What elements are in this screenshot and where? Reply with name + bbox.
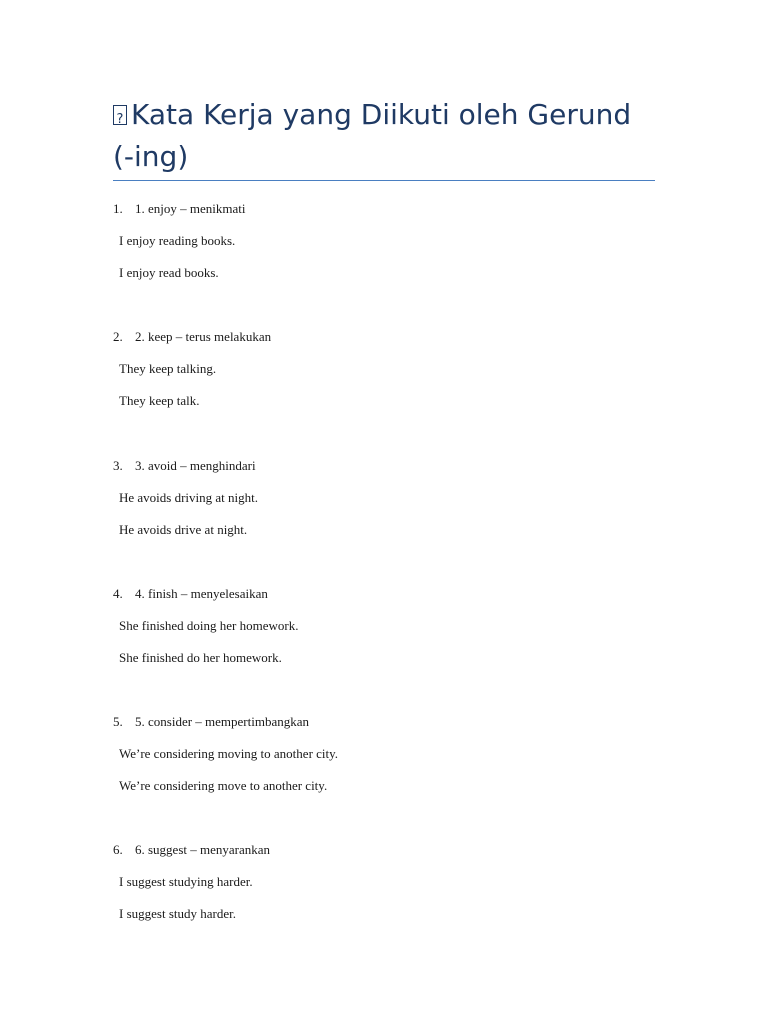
entry-term [113,327,271,347]
list-marker: 4. [113,585,123,601]
example-incorrect: I enjoy read books. [119,265,219,280]
heading-text: Kata Kerja yang Diikuti oleh Gerund (-ing) [113,98,632,173]
example-incorrect: He avoids drive at night. [119,521,248,537]
list-item [113,456,673,584]
list-item [113,840,673,968]
example-correct: We’re considering moving to another city. [119,746,339,762]
list-marker: 3. [113,457,123,473]
term-text: 5. consider – mempertimbangkan [135,714,310,730]
example-incorrect: They keep talk. [119,393,200,409]
list-item [113,327,673,455]
term-text: 3. avoid – menghindari [135,457,256,473]
entry-term [113,712,309,732]
list-item [113,199,673,327]
example-correct: She finished doing her homework. [119,617,299,633]
example-incorrect: I suggest study harder. [119,906,236,922]
example-correct: I enjoy reading books. [119,233,236,248]
verb-list [113,199,673,969]
example-incorrect: We’re considering move to another city. [119,778,328,794]
example-correct: I suggest studying harder. [119,874,253,890]
list-marker: 2. [113,329,123,345]
example-incorrect: She finished do her homework. [119,649,282,665]
list-marker: 5. [113,714,123,730]
term-text: 4. finish – menyelesaikan [135,585,268,601]
list-item [113,712,673,840]
example-correct: They keep talking. [119,361,217,377]
entry-term [113,199,245,219]
term-text: 6. suggest – menyarankan [135,842,271,858]
list-marker: 1. [113,201,123,216]
term-text: 1. enjoy – menikmati [135,201,246,216]
example-correct: He avoids driving at night. [119,489,259,505]
entry-term [113,456,256,476]
heading-underline [113,180,655,181]
document-heading [113,94,655,178]
missing-glyph-icon [113,105,127,125]
list-marker: 6. [113,842,123,858]
entry-term [113,584,268,604]
term-text: 2. keep – terus melakukan [135,329,272,345]
entry-term [113,840,270,860]
list-item [113,584,673,712]
